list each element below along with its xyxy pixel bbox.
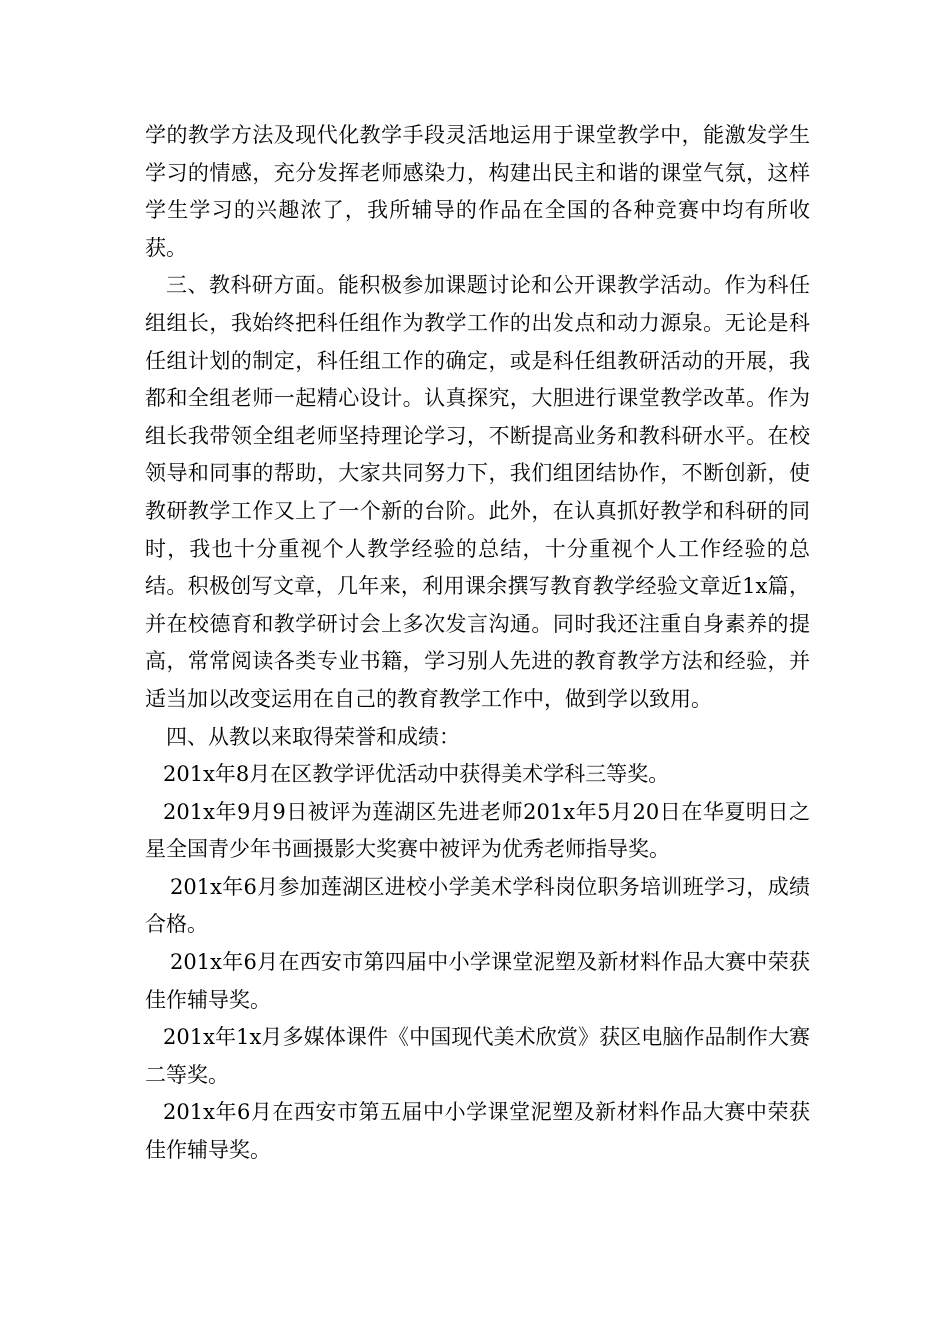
honor-item: 201x年6月在西安市第五届中小学课堂泥塑及新材料作品大赛中荣获佳作辅导奖。 [145, 1100, 810, 1163]
paragraph-research: 三、教科研方面。能积极参加课题讨论和公开课教学活动。作为科任组组长，我始终把科任组作为教学工作的出发点和动力源泉。无论是科任组计划的制定，科任组工作的确定，或是科任组教研活动的开展，我都和全组老师一起精心设计。认真探究，大胆进行课堂教学改革。作为组长我带领全组老师坚持理论学习，不断提高业务和教科研水平。在校领导和同事的帮助，大家共同努力下，我们组团结协作，不断创新，使教研教学工作又上了一个新的台阶。此外，在认真抓好教学和科研的同时，我也十分重视个人教学经验的总结，十分重视个人工作经验的总结。积极创写文章，几年来，利用课余撰写教育教学经验文章近1x篇，并在校德育和教学研讨会上多次发言沟通。同时我还注重自身素养的提高，常常阅读各类专业书籍，学习别人先进的教育教学方法和经验，并适当加以改变运用在自己的教育教学工作中，做到学以致用。 [145, 273, 810, 711]
document-body [145, 117, 810, 1170]
honor-item: 201x年6月在西安市第四届中小学课堂泥塑及新材料作品大赛中荣获佳作辅导奖。 [145, 950, 810, 1012]
paragraph-honors-heading: 四、从教以来取得荣誉和成绩： [166, 724, 460, 749]
honor-item: 201x年1x月多媒体课件《中国现代美术欣赏》获区电脑作品制作大赛二等奖。 [145, 1025, 810, 1087]
honor-item: 201x年8月在区教学评优活动中获得美术学科三等奖。 [163, 762, 670, 787]
honor-item: 201x年9月9日被评为莲湖区先进老师201x年5月20日在华夏明日之星全国青少年书画摄影大奖赛中被评为优秀老师指导奖。 [145, 799, 810, 862]
honor-item: 201x年6月参加莲湖区进校小学美术学科岗位职务培训班学习，成绩合格。 [145, 874, 810, 937]
paragraph-continuation: 学的教学方法及现代化教学手段灵活地运用于课堂教学中，能激发学生学习的情感，充分发挥老师感染力，构建出民主和谐的课堂气氛，这样学生学习的兴趣浓了，我所辅导的作品在全国的各种竞赛中均有所收获。 [145, 123, 810, 260]
